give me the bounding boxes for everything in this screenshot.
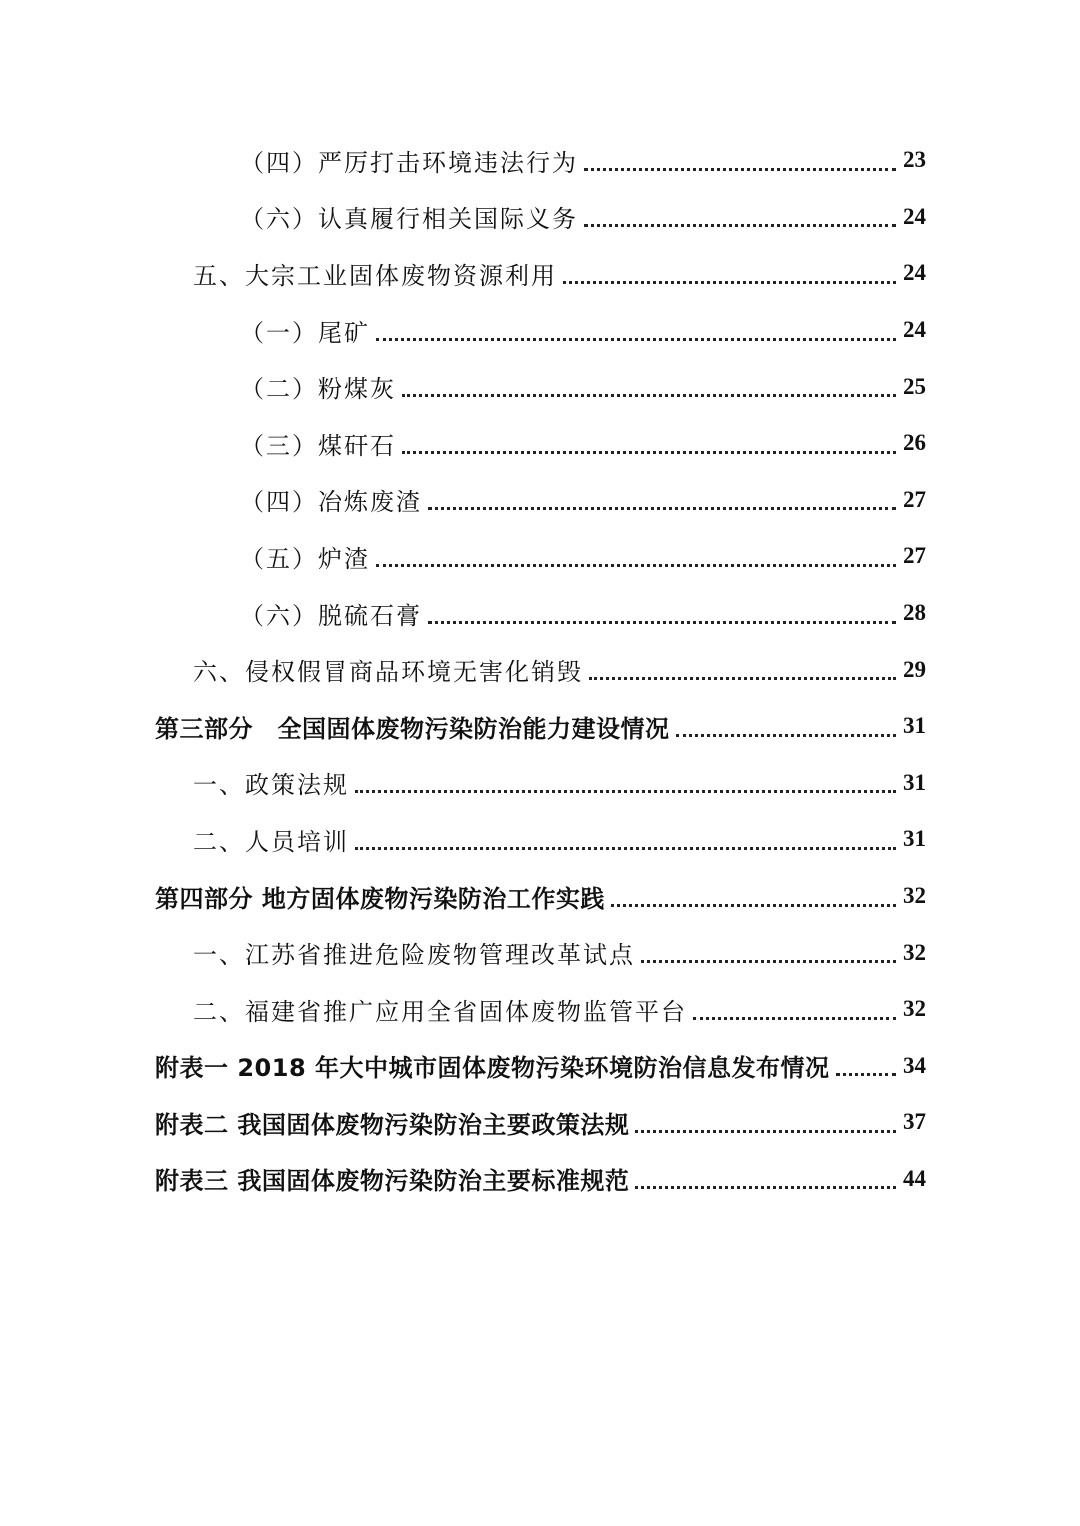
toc-entry[interactable] xyxy=(0,811,1080,868)
toc-entry[interactable] xyxy=(0,1038,1080,1095)
toc-entry-title: （四）严厉打击环境违法行为 xyxy=(240,148,578,177)
toc-entry-title: （二）粉煤灰 xyxy=(240,375,396,404)
toc-entry-title: 附表二 我国固体废物污染防治主要政策法规 xyxy=(155,1110,630,1139)
toc-leader-dots xyxy=(676,734,897,737)
toc-leader-dots xyxy=(584,224,896,227)
toc-entry-title: （一）尾矿 xyxy=(240,318,370,347)
toc-entry[interactable] xyxy=(0,189,1080,246)
toc-leader-dots xyxy=(355,790,896,793)
toc-entry[interactable] xyxy=(0,868,1080,925)
table-of-contents xyxy=(0,132,1080,1207)
toc-entry-title: （三）煤矸石 xyxy=(240,431,396,460)
toc-entry-title: （六）认真履行相关国际义务 xyxy=(240,205,578,234)
toc-page-number: 27 xyxy=(903,543,926,569)
toc-entry-title: 一、江苏省推进危险废物管理改革试点 xyxy=(193,941,635,970)
toc-page-number: 25 xyxy=(903,373,926,399)
toc-page-number: 29 xyxy=(903,656,926,682)
toc-page-number: 28 xyxy=(903,600,926,626)
toc-page-number: 27 xyxy=(903,486,926,512)
toc-page-number: 26 xyxy=(903,430,926,456)
toc-entry-title: 第三部分 全国固体废物污染防治能力建设情况 xyxy=(155,714,670,743)
toc-entry-title: 五、大宗工业固体废物资源利用 xyxy=(193,261,557,290)
toc-entry[interactable] xyxy=(0,528,1080,585)
toc-entry[interactable] xyxy=(0,132,1080,189)
toc-page-number: 24 xyxy=(903,260,926,286)
toc-leader-dots xyxy=(376,338,896,341)
toc-entry-title: 二、人员培训 xyxy=(193,827,349,856)
toc-leader-dots xyxy=(355,847,896,850)
toc-leader-dots xyxy=(428,507,896,510)
toc-entry[interactable] xyxy=(0,415,1080,472)
toc-page-number: 31 xyxy=(903,826,926,852)
toc-entry-title: 附表三 我国固体废物污染防治主要标准规范 xyxy=(155,1167,630,1196)
toc-page-number: 24 xyxy=(903,203,926,229)
toc-page-number: 37 xyxy=(903,1109,926,1135)
toc-entry[interactable] xyxy=(0,245,1080,302)
toc-page-number: 34 xyxy=(903,1052,926,1078)
toc-leader-dots xyxy=(693,1017,896,1020)
toc-leader-dots xyxy=(563,281,896,284)
toc-leader-dots xyxy=(635,1186,896,1189)
toc-entry[interactable] xyxy=(0,755,1080,812)
toc-page-number: 24 xyxy=(903,317,926,343)
toc-entry-title: 附表一 2018 年大中城市固体废物污染环境防治信息发布情况 xyxy=(155,1054,830,1083)
toc-leader-dots xyxy=(589,677,896,680)
toc-entry[interactable] xyxy=(0,1151,1080,1208)
toc-entry[interactable] xyxy=(0,698,1080,755)
toc-entry[interactable] xyxy=(0,302,1080,359)
toc-entry-title: （五）炉渣 xyxy=(240,544,370,573)
toc-entry[interactable] xyxy=(0,472,1080,529)
toc-entry[interactable] xyxy=(0,585,1080,642)
toc-entry[interactable] xyxy=(0,358,1080,415)
toc-entry-title: （六）脱硫石膏 xyxy=(240,601,422,630)
toc-entry[interactable] xyxy=(0,641,1080,698)
toc-leader-dots xyxy=(611,904,896,907)
toc-leader-dots xyxy=(641,960,896,963)
toc-entry-title: 二、福建省推广应用全省固体废物监管平台 xyxy=(193,997,687,1026)
toc-entry-title: 一、政策法规 xyxy=(193,771,349,800)
toc-leader-dots xyxy=(376,564,896,567)
toc-leader-dots xyxy=(402,394,896,397)
toc-page-number: 44 xyxy=(903,1165,926,1191)
toc-page-number: 23 xyxy=(903,147,926,173)
toc-page-number: 31 xyxy=(903,713,926,739)
toc-entry[interactable] xyxy=(0,1094,1080,1151)
toc-leader-dots xyxy=(584,168,896,171)
toc-leader-dots xyxy=(428,621,896,624)
toc-entry-title: 六、侵权假冒商品环境无害化销毁 xyxy=(193,658,583,687)
toc-leader-dots xyxy=(836,1073,896,1076)
toc-entry[interactable] xyxy=(0,924,1080,981)
toc-leader-dots xyxy=(402,451,896,454)
toc-entry[interactable] xyxy=(0,981,1080,1038)
toc-page-number: 32 xyxy=(903,939,926,965)
toc-entry-title: （四）冶炼废渣 xyxy=(240,488,422,517)
toc-leader-dots xyxy=(635,1130,896,1133)
toc-page-number: 32 xyxy=(903,996,926,1022)
toc-page-number: 32 xyxy=(903,883,926,909)
toc-page-number: 31 xyxy=(903,769,926,795)
toc-entry-title: 第四部分 地方固体废物污染防治工作实践 xyxy=(155,884,605,913)
